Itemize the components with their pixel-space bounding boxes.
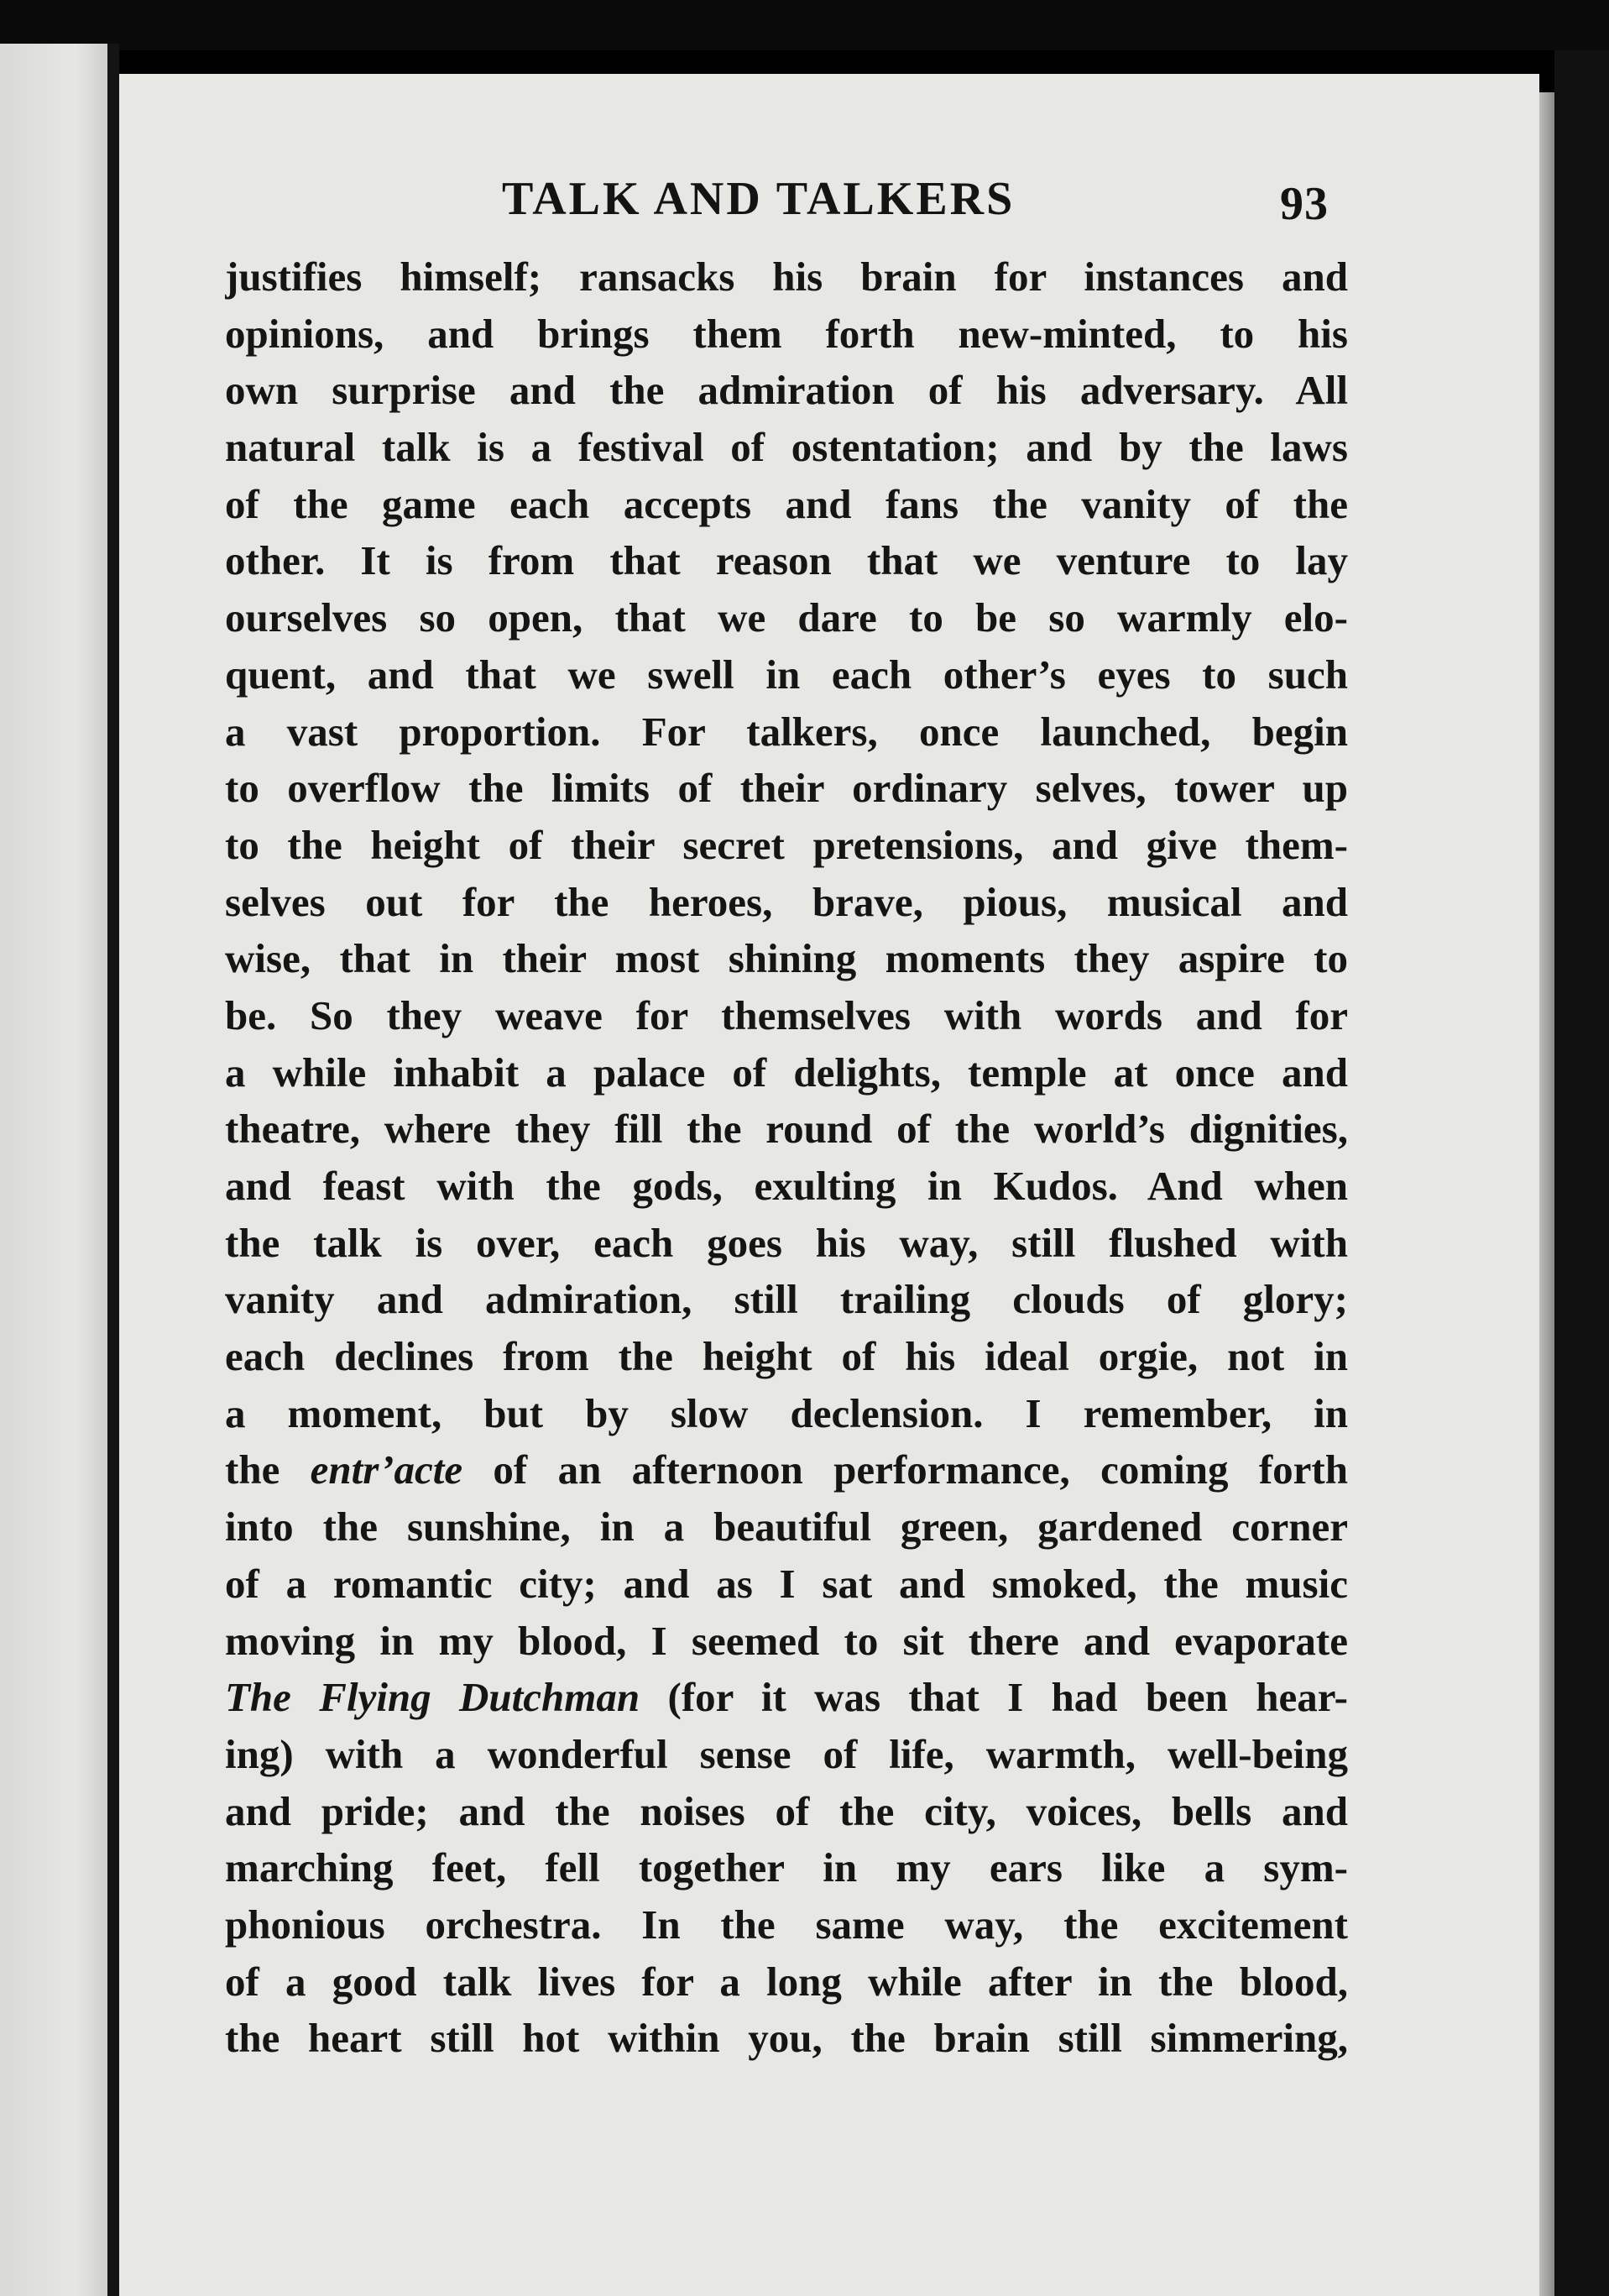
text-segment: a while inhabit a palace of delights, temple at once and	[225, 1049, 1348, 1096]
text-segment: into the sunshine, in a beautiful green, gardened corner	[225, 1504, 1348, 1551]
text-line	[225, 419, 1348, 476]
text-segment: a vast proportion. For talkers, once launched, begin	[225, 708, 1348, 755]
text-line	[225, 1669, 1348, 1726]
italic-title-text: The Flying Dutchman	[225, 1674, 640, 1721]
text-segment: ing) with a wonderful sense of life, warmth, well-being	[225, 1730, 1348, 1777]
text-line	[225, 362, 1348, 419]
text-line	[225, 476, 1348, 533]
text-segment: of an afternoon performance, coming forth	[462, 1446, 1348, 1493]
text-line	[225, 1215, 1348, 1272]
text-line	[225, 1896, 1348, 1953]
text-segment: be. So they weave for themselves with words and for	[225, 991, 1348, 1038]
text-line	[225, 817, 1348, 874]
text-line	[225, 1271, 1348, 1328]
text-line	[225, 1613, 1348, 1670]
text-segment: vanity and admiration, still trailing clouds of glory;	[225, 1276, 1348, 1323]
text-segment: of the game each accepts and fans the vanity of the	[225, 480, 1348, 527]
text-line	[225, 1158, 1348, 1215]
text-line	[225, 987, 1348, 1044]
text-segment: of a romantic city; and as I sat and smoked, the music	[225, 1560, 1348, 1607]
text-segment: and feast with the gods, exulting in Kudos. And when	[225, 1163, 1348, 1209]
text-line	[225, 703, 1348, 761]
italic-title-text: entr’acte	[310, 1446, 463, 1493]
text-line	[225, 1385, 1348, 1442]
text-line	[225, 306, 1348, 363]
book-gutter	[107, 44, 119, 2296]
text-segment: quent, and that we swell in each other’s eyes to such	[225, 651, 1348, 698]
page-stack-edge	[1539, 92, 1554, 2296]
text-line	[225, 248, 1348, 306]
text-line	[225, 1726, 1348, 1783]
running-head	[235, 172, 1343, 231]
running-title: TALK AND TALKERS	[502, 173, 1016, 225]
text-line	[225, 646, 1348, 703]
text-segment: phonious orchestra. In the same way, the excitement	[225, 1901, 1348, 1948]
text-segment: theatre, where they fill the round of the world’s dignities,	[225, 1106, 1348, 1153]
text-segment: (for it was that I had been hear-	[640, 1674, 1348, 1721]
text-segment: selves out for the heroes, brave, pious, musical and	[225, 878, 1348, 925]
text-line	[225, 589, 1348, 646]
text-line	[225, 2010, 1348, 2067]
text-segment: own surprise and the admiration of his adversary. All	[225, 367, 1348, 414]
text-segment: moving in my blood, I seemed to sit there and evaporate	[225, 1617, 1348, 1664]
text-line	[225, 1556, 1348, 1613]
text-line	[225, 874, 1348, 931]
body-text	[225, 248, 1348, 2067]
text-line	[225, 1328, 1348, 1385]
text-segment: to the height of their secret pretensions, and give them-	[225, 821, 1348, 868]
text-line	[225, 1783, 1348, 1840]
text-line	[225, 532, 1348, 589]
text-segment: natural talk is a festival of ostentation; and by the laws	[225, 424, 1348, 471]
facing-page-edge	[0, 44, 107, 2296]
text-segment: other. It is from that reason that we venture to lay	[225, 537, 1348, 584]
text-line	[225, 760, 1348, 817]
text-segment: marching feet, fell together in my ears like a sym-	[225, 1844, 1348, 1891]
text-line	[225, 1044, 1348, 1101]
text-segment: the heart still hot within you, the brain still simmering,	[225, 2015, 1348, 2062]
text-segment: and pride; and the noises of the city, voices, bells and	[225, 1787, 1348, 1834]
text-line	[225, 1498, 1348, 1556]
text-line	[225, 1101, 1348, 1158]
text-segment: a moment, but by slow declension. I remember, in	[225, 1389, 1348, 1436]
text-line	[225, 1839, 1348, 1896]
text-line	[225, 1953, 1348, 2011]
text-segment: to overflow the limits of their ordinary selves, tower up	[225, 765, 1348, 812]
text-segment: the	[225, 1446, 311, 1493]
text-line	[225, 930, 1348, 987]
text-segment: ourselves so open, that we dare to be so warmly elo-	[225, 594, 1348, 641]
text-segment: of a good talk lives for a long while after in the blood,	[225, 1958, 1348, 2005]
text-segment: opinions, and brings them forth new-minted, to his	[225, 310, 1348, 357]
text-line	[225, 1441, 1348, 1498]
scan-right-border	[1554, 50, 1609, 2296]
text-segment: the talk is over, each goes his way, still flushed with	[225, 1219, 1348, 1266]
text-segment: each declines from the height of his ideal orgie, not in	[225, 1333, 1348, 1380]
text-segment: wise, that in their most shining moments they aspire to	[225, 935, 1348, 982]
text-segment: justifies himself; ransacks his brain for instances and	[225, 254, 1348, 300]
page-number: 93	[1280, 178, 1329, 230]
scan-top-border	[0, 0, 1609, 50]
